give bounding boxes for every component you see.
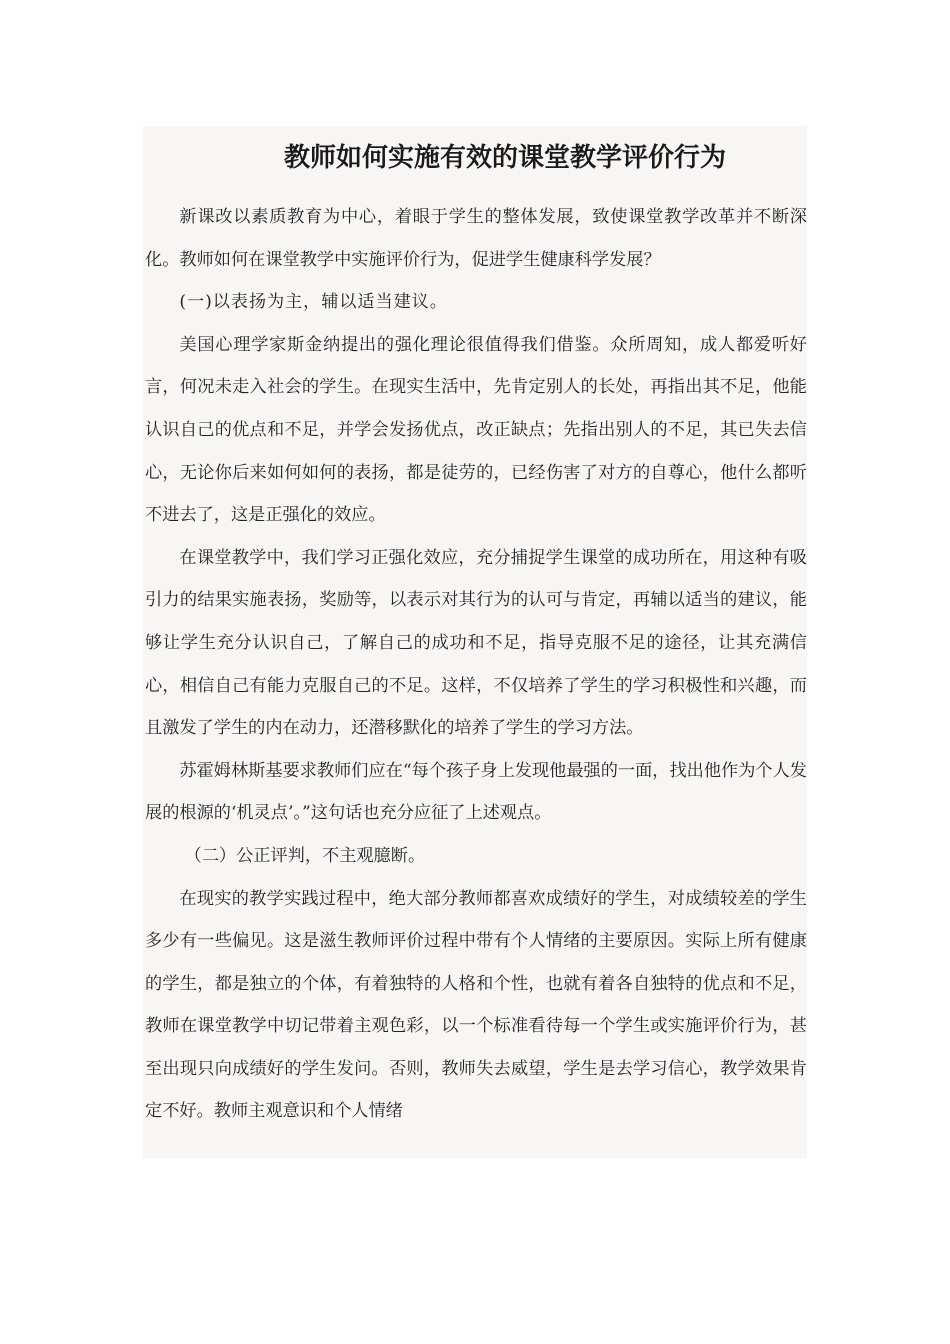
- paragraph-intro: 新课改以素质教育为中心，着眼于学生的整体发展，致使课堂教学改革并不断深化。教师如何在课堂教学中实施评价行为，促进学生健康科学发展？: [145, 207, 807, 270]
- document-body: [145, 196, 807, 1133]
- paragraph-sukhomlinsky: 苏霍姆林斯基要求教师们应在“每个孩子身上发现他最强的一面，找出他作为个人发展的根源的‘机灵点’。”这句话也充分应征了上述观点。: [145, 760, 807, 824]
- document-title: 教师如何实施有效的课堂教学评价行为: [283, 143, 726, 173]
- paragraph-classroom: 在课堂教学中，我们学习正强化效应，充分捕捉学生课堂的成功所在，用这种有吸引力的结果实施表扬，奖励等，以表示对其行为的认可与肯定，再辅以适当的建议，能够让学生充分认识自己，了解自己的成功和不足，指导克服不足的途径，让其充满信心，相信自己有能力克服自己的不足。这样，不仅培养了学生的学习积极性和兴趣，而且激发了学生的内在动力，还潜移默化的培养了学生的学习方法。: [145, 547, 807, 739]
- paragraph-fairness: 在现实的教学实践过程中，绝大部分教师都喜欢成绩好的学生，对成绩较差的学生多少有一些偏见。这是滋生教师评价过程中带有个人情绪的主要原因。实际上所有健康的学生，都是独立的个体，有着独特的人格和个性，也就有着各自独特的优点和不足，教师在课堂教学中切记带着主观色彩，以一个标准看待每一个学生或实施评价行为，甚至出现只向成绩好的学生发问。否则，教师失去威望，学生是去学习信心，教学效果肯定不好。教师主观意识和个人情绪: [145, 888, 807, 1122]
- section-heading-1: (一)以表扬为主，辅以适当建议。: [179, 292, 448, 313]
- section-heading-2: （二）公正评判，不主观臆断。: [184, 845, 426, 866]
- paragraph-skinner: 美国心理学家斯金纳提出的强化理论很值得我们借鉴。众所周知，成人都爱听好言，何况未走入社会的学生。在现实生活中，先肯定别人的长处，再指出其不足，他能认识自己的优点和不足，并学会发扬优点，改正缺点；先指出别人的不足，其已失去信心，无论你后来如何如何的表扬，都是徒劳的，已经伤害了对方的自尊心，他什么都听不进去了，这是正强化的效应。: [145, 334, 807, 526]
